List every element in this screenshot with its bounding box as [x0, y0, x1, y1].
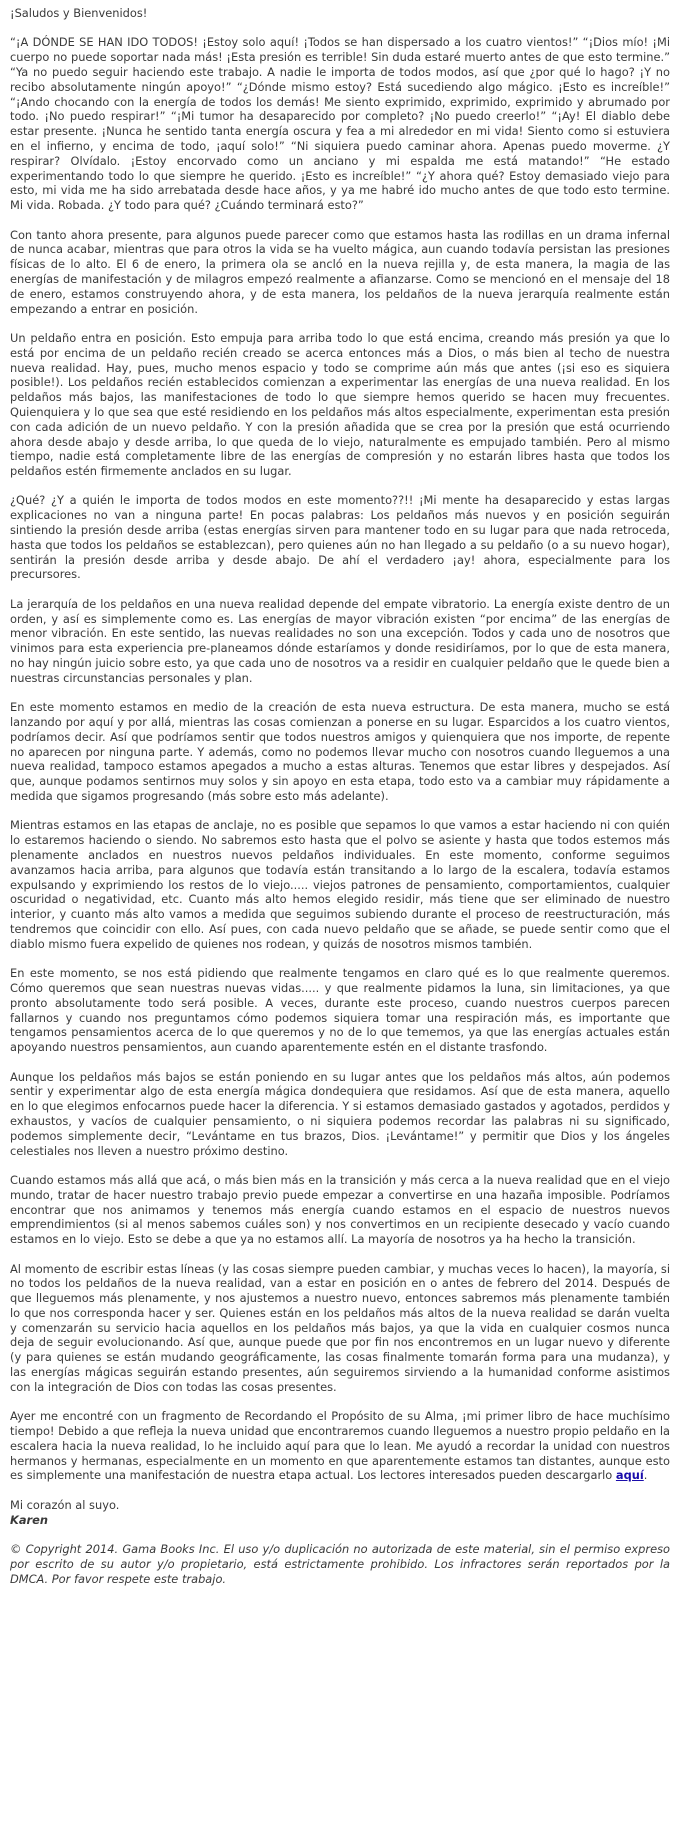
paragraph-peldano: Un peldaño entra en posición. Esto empuja para arriba todo lo que está encima, creando más presión ya que lo está por encima de un peldaño recién creado se acerca entonces más a Dios, o más bien al techo de nuestra nueva realidad. Hay, pues, mucho menos espacio y todo se comprime aún más que antes (¡si eso es siquiera posible!). Los peldaños recién establecidos comienzan a experimentar las energías de una nueva realidad. En los peldaños más bajos, las manifestaciones de todo lo que siempre hemos querido se hacen muy frecuentes. Quienquiera y lo que sea que esté residiendo en los peldaños más altos especialmente, experimentan esta presión con cada adición de un nuevo peldaño. Y con la presión añadida que se crea por la presión que está ocurriendo ahora desde abajo y desde arriba, lo que queda de lo viejo, naturalmente es empujado también. Pero al mismo tiempo, nadie está completamente libre de las energías de compresión y no estarán libres hasta que todos los peldaños estén firmemente anclados en su lugar.: [10, 330, 670, 479]
paragraph-queremos: En este momento, se nos está pidiendo que realmente tengamos en claro qué es lo que realmente queremos. Cómo queremos que sean nuestras nuevas vidas..... y que realmente pidamos la luna, sin limitaciones, ya que pronto absolutamente todo será posible. A veces, durante este proceso, cuando nuestros cuerpos parecen fallarnos y cuando nos preguntamos cómo podemos siquiera tomar una respiración más, es importante que tengamos pensamientos acerca de lo que queremos y no de lo que tememos, ya que las energías actuales están apoyando nuestros pensamientos, aun cuando aparentemente estén en el distante trasfondo.: [10, 966, 670, 1055]
greeting: ¡Saludos y Bienvenidos!: [10, 6, 148, 20]
copyright-notice: © Copyright 2014. Gama Books Inc. El uso y/o duplicación no autorizada de este material, sin el permiso expreso por escrito de su autor y/o propietario, está estrictamente prohibido. Los infractores serán reportados por la DMCA. Por favor respete este trabajo.: [10, 1542, 670, 1586]
paragraph-estructura: En este momento estamos en medio de la creación de esta nueva estructura. De esta manera, mucho se está lanzando por aquí y por allá, mientras las cosas comienzan a ponerse en su lugar. Esparcidos a los cuatro vientos, podríamos decir. Así que podríamos sentir que todos nuestros amigos y quienquiera que nos importe, de repente no aparecen por ninguna parte. Y además, como no podemos llevar mucho con nosotros cuando lleguemos a una nueva realidad, tampoco estamos apegados a mucho a estas alturas. Tenemos que estar libres y despejados. Así que, aunque podamos sentirnos muy solos y sin apoyo en esta etapa, todo esto va a cambiar muy rápidamente a medida que sigamos progresando (más sobre esto más adelante).: [10, 700, 670, 804]
paragraph-anclaje: Mientras estamos en las etapas de anclaje, no es posible que sepamos lo que vamos a estar haciendo ni con quién lo estaremos haciendo o siendo. No sabremos esto hasta que el polvo se asiente y hasta que todos estemos más plenamente anclados en nuestros nuevos peldaños individuales. En este momento, conforme seguimos avanzamos hacia arriba, para algunos que todavía están transitando a lo largo de la escalera, todavía estamos expulsando y exprimiendo los restos de lo viejo..... viejos patrones de pensamiento, comportamientos, cualquier oscuridad o negatividad, etc. Cuanto más alto hemos elegido residir, más tiene que ser eliminado de nuestro interior, y cuanto más alto vamos a medida que seguimos subiendo durante el proceso de reestructuración, más tendremos que coincidir con ello. Así pues, con cada nuevo peldaño que se añade, se puede sentir como que el diablo mismo fuera expelido de quienes nos rodean, y quizás de nosotros mismos también.: [10, 818, 670, 951]
paragraph-momento: Al momento de escribir estas líneas (y las cosas siempre pueden cambiar, y muchas veces lo hacen), la mayoría, si no todos los peldaños de la nueva realidad, van a estar en posición en o antes de febrero del 2014. Después de que lleguemos más plenamente, y nos ajustemos a nuestro nuevo, entonces sabremos más plenamente también lo que nos corresponda hacer y ser. Quienes están en los peldaños más altos de la nueva realidad se darán vuelta y comenzarán su servicio hacia aquellos en los peldaños más bajos, ya que la vida en cualquier cosmos nunca deja de seguir evolucionando. Así que, aunque puede que por fin nos encontremos en un lugar nuevo y diferente (y para quienes se están mudando geográficamente, las cosas finalmente tomarán forma para una mudanza), y las energías mágicas seguirán estando presentes, aún seguiremos sirviendo a la humanidad conforme asistimos con la integración de Dios con todas las cosas presentes.: [10, 1261, 670, 1394]
closing: Mi corazón al suyo.: [10, 1497, 120, 1512]
paragraph-libro: Ayer me encontré con un fragmento de Recordando el Propósito de su Alma, ¡mi primer libro de hace muchísimo tiempo! Debido a que refleja la nueva unidad que encontraremos cuando lleguemos a nuestro propio peldaño en la escalera hacia la nueva realidad, lo he incluido aquí para que lo lean. Me ayudó a recordar la unidad con nuestros hermanos y hermanas, especialmente en un momento en que aparentemente estamos tan distantes, aunque esto es simplemente una manifestación de nuestra etapa actual. Los lectores interesados pueden descargarlo aquí.: [10, 1409, 670, 1483]
paragraph-jerarquia: La jerarquía de los peldaños en una nueva realidad depende del empate vibratorio. La energía existe dentro de un orden, y así es simplemente como es. Las energías de mayor vibración existen “por encima” de las energías de menor vibración. En este sentido, las nuevas realidades no son una excepción. Todos y cada uno de nosotros que vinimos para esta experiencia pre-planeamos dónde estaríamos y donde residiríamos, por lo que de esta manera, no hay ningún juicio sobre esto, ya que cada uno de nosotros va a residir en cualquier peldaño que le quede bien a nuestras circunstancias personales y plan.: [10, 596, 670, 685]
paragraph-libro-text: Ayer me encontré con un fragmento de Recordando el Propósito de su Alma, ¡mi primer libro de hace muchísimo tiempo! Debido a que refleja la nueva unidad que encontraremos cuando lleguemos a nuestro propio peldaño en la escalera hacia la nueva realidad, lo he incluido aquí para que lo lean. Me ayudó a recordar la unidad con nuestros hermanos y hermanas, especialmente en un momento en que aparentemente estamos tan distantes, aunque esto es simplemente una manifestación de nuestra etapa actual. Los lectores interesados pueden descargarlo: [10, 1409, 670, 1483]
paragraph-magia: Aunque los peldaños más bajos se están poniendo en su lugar antes que los peldaños más altos, aún podemos sentir y experimentar algo de esta energía mágica dondequiera que residamos. Así que de esta manera, aquello en lo que elegimos enfocarnos puede hacer la diferencia. Y si estamos demasiado gastados y agotados, perdidos y exhaustos, y vacíos de cualquier pensamiento, o ni siquiera podemos recordar las palabras ni su significado, podemos simplemente decir, “Levántame en tus brazos, Dios. ¡Levántame!” y permitir que Dios y los ángeles celestiales nos lleven a nuestro próximo destino.: [10, 1069, 670, 1158]
paragraph-que: ¿Qué? ¿Y a quién le importa de todos modos en este momento??!! ¡Mi mente ha desaparecido y estas largas explicaciones no van a ninguna parte! En pocas palabras: Los peldaños más nuevos y en posición seguirán sintiendo la presión desde arriba (estas energías sirven para mantener todo en su lugar para que nada retroceda, hasta que todos los peldaños se establezcan), pero quienes aún no han llegado a su peldaño (o a su nuevo hogar), sentirán la presión desde arriba y desde abajo. De ahí el verdadero ¡ay! ahora, especialmente para los precursores.: [10, 493, 670, 582]
download-link[interactable]: aquí: [615, 1468, 644, 1483]
paragraph-quotes: “¡A DÓNDE SE HAN IDO TODOS! ¡Estoy solo aquí! ¡Todos se han dispersado a los cuatro vientos!” “¡Dios mío! ¡Mi cuerpo no puede soportar nada más! ¡Esta presión es terrible! Sin duda estaré muerto antes de que esto termine.” “Ya no puedo seguir haciendo este trabajo. A nadie le importa de todos modos, así que ¿por qué lo hago? ¡Y no recibo absolutamente ningún apoyo!” “¿Dónde mismo estoy? Está sucediendo algo mágico. ¡Esto es increíble!” “¡Ando chocando con la energía de todos los demás! Me siento exprimido, exprimido, exprimido y abrumado por todo. ¡No puedo respirar!” “¡Mi tumor ha desaparecido por completo? ¡No puedo creerlo!” “¡Ay! El diablo debe estar presente. ¡Nunca he sentido tanta energía oscura y fea a mi alrededor en mi vida! Siento como si estuviera en el infierno, y encima de todo, ¡aquí solo!” “Ni siquiera puedo caminar ahora. Apenas puedo moverme. ¿Y respirar? Olvídalo. ¡Estoy encorvado como un anciano y mi espalda me está matando!” “He estado experimentando todo lo que siempre he querido. ¡Esto es increíble!” “¿Y ahora qué? Estoy demasiado viejo para esto, mi vida me ha sido arrebatada desde hace años, y ya me habré ido mucho antes de que todo esto termine. Mi vida. Robada. ¿Y todo para qué? ¿Cuándo terminará esto?”: [10, 35, 670, 213]
signature: Karen: [10, 1512, 48, 1527]
paragraph-context: Con tanto ahora presente, para algunos puede parecer como que estamos hasta las rodillas en un drama infernal de nunca acabar, mientras que para otros la vida se ha vuelto mágica, aun cuando todavía persistan las presiones físicas de lo alto. El 6 de enero, la primera ola se ancló en la nueva rejilla y, de esta manera, la magia de las energías de manifestación y de milagros empezó realmente a afianzarse. Como se mencionó en el mensaje del 18 de enero, estamos construyendo ahora, y de esta manera, los peldaños de la nueva jerarquía realmente están empezando a entrar en posición.: [10, 227, 670, 316]
paragraph-transicion: Cuando estamos más allá que acá, o más bien más en la transición y más cerca a la nueva realidad que en el viejo mundo, tratar de hacer nuestro trabajo previo puede empezar a convertirse en una hazaña imposible. Podríamos encontrar que nos animamos y tenemos más energía cuando estamos en el espacio de nuestros nuevos emprendimientos (si al menos sabemos cuáles son) y nos convertimos en un recipiente desecado y vacío cuando estamos en lo viejo. Esto se debe a que ya no estamos allí. La mayoría de nosotros ya ha hecho la transición.: [10, 1172, 670, 1247]
